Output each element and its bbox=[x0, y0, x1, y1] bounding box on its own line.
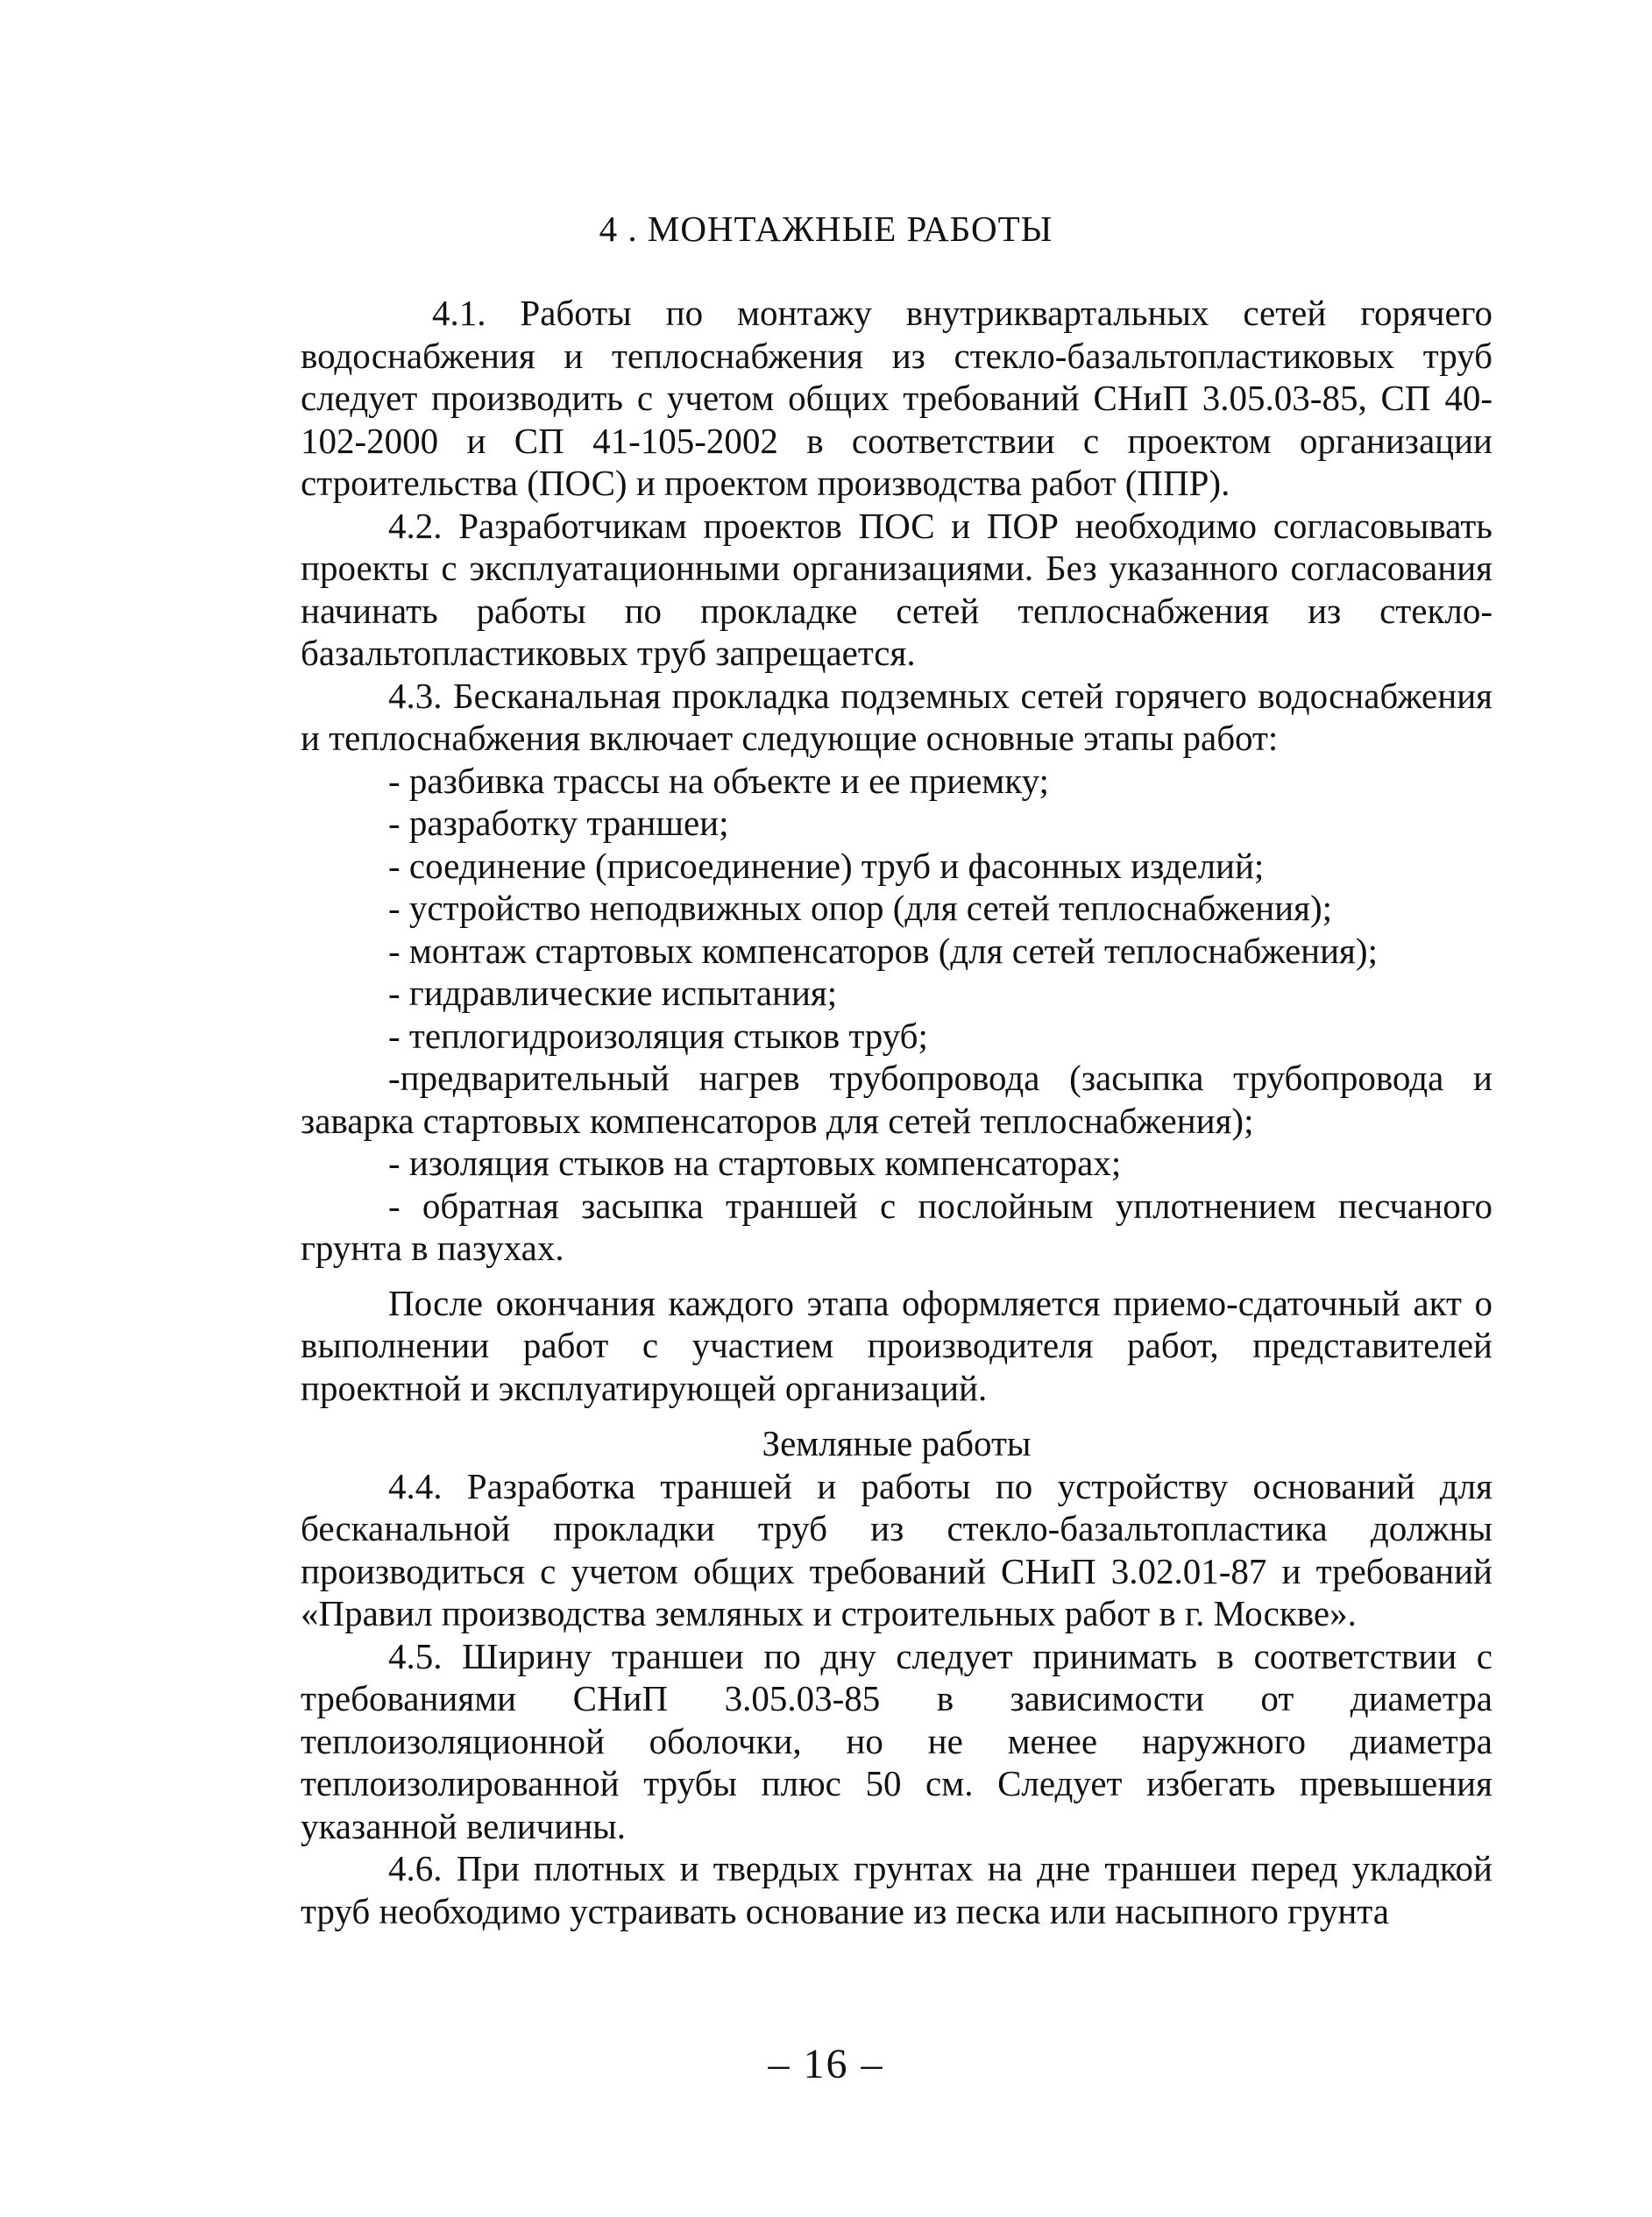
list-item: - обратная засыпка траншей с послойным уплотнением песчаного грунта в пазухах. bbox=[301, 1185, 1492, 1268]
list-item: -предварительный нагрев трубопровода (засыпка трубопровода и заварка стартовых компенсаторов для сетей теплоснабжения); bbox=[301, 1058, 1492, 1141]
paragraph-4-2: 4.2. Разработчикам проектов ПОС и ПОР необходимо согласовывать проекты с эксплуатационными организациями. Без указанного согласования начинать работы по прокладке сетей теплоснабжения из стекло-базальтопластиковых труб запрещается. bbox=[301, 505, 1492, 673]
list-item: - разработку траншеи; bbox=[388, 803, 729, 843]
list-item: - монтаж стартовых компенсаторов (для сетей теплоснабжения); bbox=[388, 930, 1378, 971]
list-item: - теплогидроизоляция стыков труб; bbox=[388, 1015, 928, 1056]
paragraph-4-5: 4.5. Ширину траншеи по дну следует принимать в соответствии с требованиями СНиП 3.05.03-85 в зависимости от диаметра теплоизоляционной оболочки, но не менее наружного диаметра теплоизолированной трубы плюс 50 см. Следует избегать превышения указанной величины. bbox=[301, 1635, 1492, 1846]
section-title: 4 . МОНТАЖНЫЕ РАБОТЫ bbox=[599, 209, 1053, 249]
paragraph-4-6: 4.6. При плотных и твердых грунтах на дне траншеи перед укладкой труб необходимо устраивать основание из песка или насыпного грунта bbox=[301, 1848, 1492, 1931]
subsection-title: Земляные работы bbox=[762, 1423, 1032, 1463]
paragraph-4-4: 4.4. Разработка траншей и работы по устройству оснований для бесканальной прокладки труб из стекло-базальтопластика должны производиться с учетом общих требований СНиП 3.02.01-87 и требований «Правил производства земляных и строительных работ в г. Москве». bbox=[301, 1465, 1492, 1633]
list-item: - гидравлические испытания; bbox=[388, 973, 838, 1013]
section-body bbox=[301, 292, 1492, 1409]
page-number: – 16 – bbox=[768, 2041, 884, 2087]
list-item: - соединение (присоединение) труб и фасонных изделий; bbox=[388, 845, 1265, 886]
paragraph-4-3: 4.3. Бесканальная прокладка подземных сетей горячего водоснабжения и теплоснабжения включает следующие основные этапы работ: bbox=[301, 675, 1492, 758]
list-item: - устройство неподвижных опор (для сетей теплоснабжения); bbox=[388, 888, 1332, 928]
paragraph-after-stages: После окончания каждого этапа оформляется приемо-сдаточный акт о выполнении работ с участием производителя работ, представителей проектной и эксплуатирующей организаций. bbox=[301, 1282, 1492, 1408]
paragraph-4-1: 4.1. Работы по монтажу внутриквартальных сетей горячего водоснабжения и теплоснабжения из стекло-базальтопластиковых труб следует производить с учетом общих требований СНиП 3.05.03-85, СП 40-102-2000 и СП 41-105-2002 в соответствии с проектом организации строительства (ПОС) и проектом производства работ (ППР). bbox=[301, 293, 1492, 503]
list-item: - разбивка трассы на объекте и ее приемку; bbox=[388, 760, 1049, 801]
list-item: - изоляция стыков на стартовых компенсаторах; bbox=[388, 1143, 1122, 1183]
earthworks-section bbox=[301, 1422, 1492, 1932]
